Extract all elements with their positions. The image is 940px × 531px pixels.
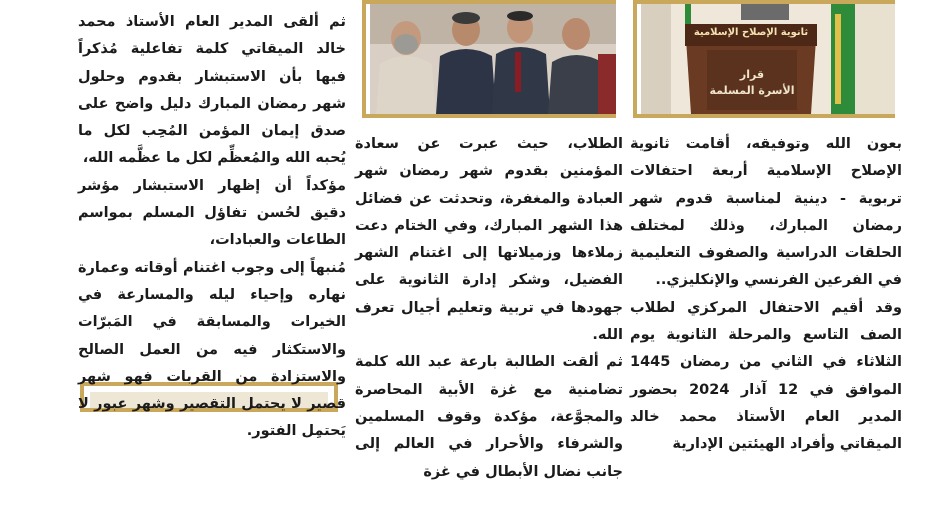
middle-column <box>355 131 623 531</box>
left-column <box>78 9 346 440</box>
podium-photo <box>633 0 895 118</box>
right-column <box>630 131 902 531</box>
left-paragraph-3: مُنبهاً إلى وجوب اغتنام أوقاته وعمارة نهاره وإحياء ليله والمسارعة في الخيرات والمسابقة في المَبرّات والاستكثار فيه من العمل الصالح والاستزادة من القربات فهو شهر قصير لا يحتمل التقصير وشهر عبور لا يَحتمِل الفتور. <box>78 259 346 440</box>
right-paragraph-1: بعون الله وتوفيقه، أقامت ثانوية الإصلاح الإسلامية أربعة احتفالات تربوية - دينية لمناسبة قدوم شهر رمضان المبارك، وذلك لمختلف الحلقات الدراسية والصفوف التعليمية في الفرعين الفرنسي والإنكليزي.. <box>630 136 902 289</box>
right-paragraph-2: وقد أقيم الاحتفال المركزي لطلاب الصف التاسع والمرحلة الثانوية يوم الثلاثاء في الثاني من رمضان 1445 الموافق في 12 آذار 2024 بحضور المدير العام الأستاذ محمد خالد الميقاتي وأفراد الهيئتين الإدارية <box>630 299 903 453</box>
podium-sign-line2: الأسرة المسلمة <box>709 84 795 97</box>
podium-photo-graphic <box>641 4 895 114</box>
podium-banner: ثانوية الإصلاح الإسلامية <box>693 27 809 38</box>
left-paragraph-1: ثم ألقى المدير العام الأستاذ محمد خالد الميقاتي كلمة تفاعلية مُذكراً فيها بأن الاستبشار بقدوم وحلول شهر رمضان المبارك دليل واضح على صدق إيمان المؤمن المُحِب لكل ما يُحبه الله والمُعظِّم لكل ما عظَّمه الله، <box>78 14 346 167</box>
audience-photo-graphic <box>370 4 616 114</box>
podium-sign-line1: قرار <box>739 68 765 81</box>
left-paragraph-2: مؤكداً أن إظهار الاستبشار مؤشر دقيق لحُسن تفاؤل المسلم بمواسم الطاعات والعبادات، <box>78 177 346 249</box>
middle-paragraph-1: الطلاب، حيث عبرت عن سعادة المؤمنين بقدوم شهر رمضان شهر العبادة والمغفرة، وتحدثت عن فضائل هذا الشهر المبارك، وفي الختام دعت زملاءها وزميلاتها إلى اغتنام الشهر الفضيل، وشكر إدارة الثانوية على جهودها في تربية وتعليم أجيال تعرف الله. <box>355 136 623 344</box>
audience-photo <box>362 0 616 118</box>
middle-paragraph-2: ثم ألقت الطالبة بارعة عبد الله كلمة تضامنية مع غزة الأبية المحاصرة والمجوَّعة، مؤكدة وقوف المسلمين والشرفاء والأحرار في العالم إلى جانب نضال الأبطال في غزة <box>355 354 623 480</box>
